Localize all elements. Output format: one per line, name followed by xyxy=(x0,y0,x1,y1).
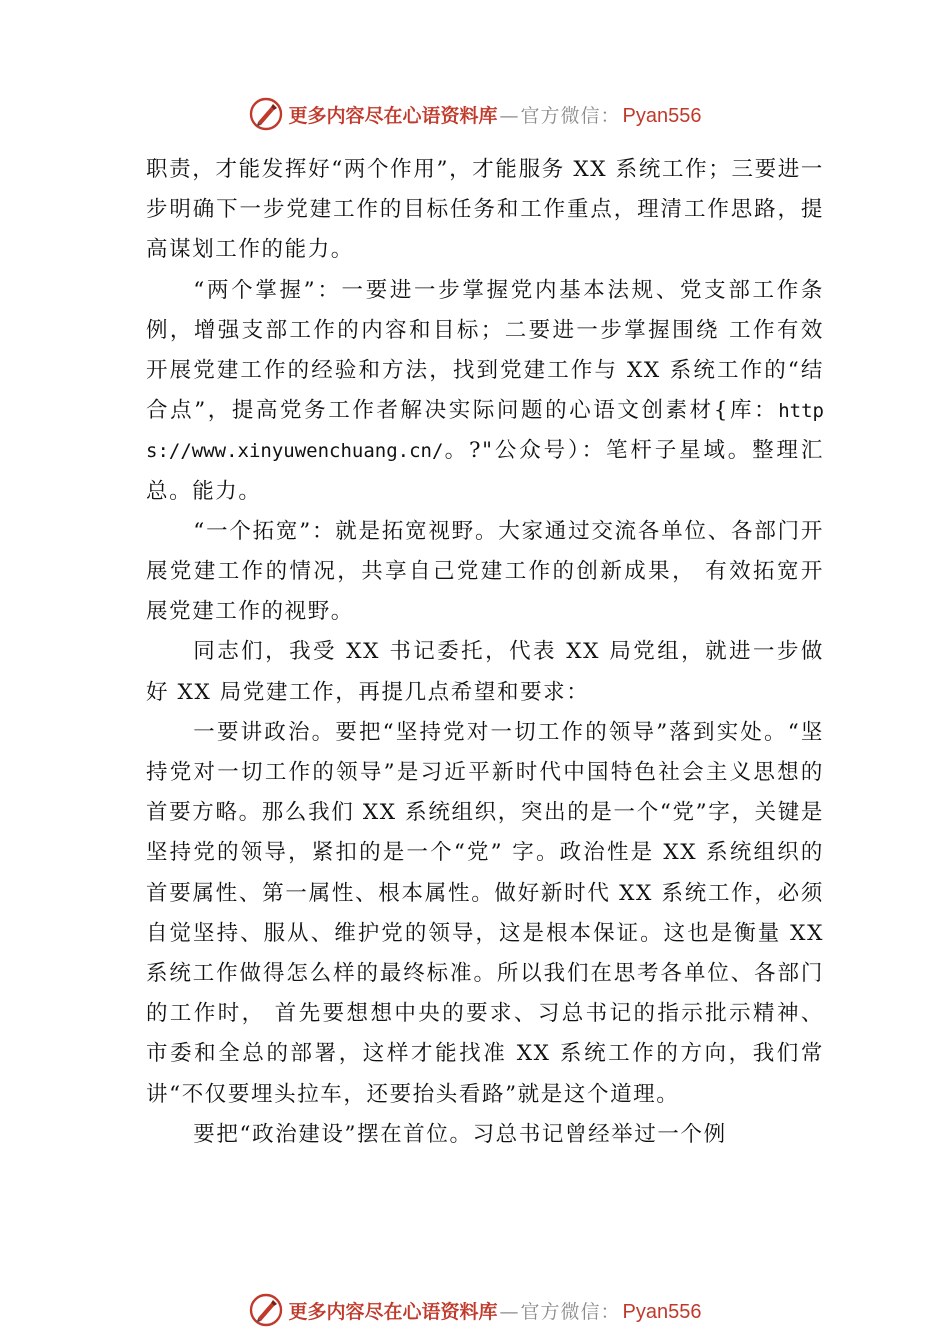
header-wechat-id: Pyan556 xyxy=(622,104,702,127)
paragraph-4: 同志们，我受 XX 书记委托，代表 XX 局党组，就进一步做好 XX 局党建工作，再提几点希望和要求： xyxy=(146,639,824,705)
footer-separator: — xyxy=(499,1300,519,1323)
pen-logo-icon xyxy=(249,97,283,131)
pen-logo-icon xyxy=(249,1293,283,1327)
paragraph-2-text-b: 。?"公众号）：笔杆子星域。整理汇总。能力。 xyxy=(146,438,824,504)
paragraph-1: 职责，才能发挥好“两个作用”，才能服务 XX 系统工作；三要进一步明确下一步党建工作的目标任务和工作重点，理清工作思路，提高谋划工作的能力。 xyxy=(146,157,824,263)
paragraph-2 xyxy=(146,271,824,512)
paragraph-3: “一个拓宽”：就是拓宽视野。大家通过交流各单位、各部门开展党建工作的情况，共享自己党建工作的创新成果， 有效拓宽开展党建工作的视野。 xyxy=(146,518,824,625)
header-official-label: 官方微信： xyxy=(520,104,621,127)
header-banner xyxy=(0,94,950,134)
paragraph-6: 要把“政治建设”摆在首位。习总书记曾经举过一个例 xyxy=(193,1121,727,1147)
footer-wechat-id: Pyan556 xyxy=(622,1300,702,1323)
footer-official-label: 官方微信： xyxy=(520,1300,621,1323)
paragraph-5: 一要讲政治。要把“坚持党对一切工作的领导”落到实处。“坚持党对一切工作的领导”是习近平新时代中国特色社会主义思想的首要方略。那么我们 XX 系统组织，突出的是一个“党”字，关键是坚持党的领导，紧扣的是一个“党” 字。政治性是 XX 系统组织的首要属性、第一属性、根本属性。做好新时代 XX 系统工作，必须自觉坚持、服从、维护党的领导，这是根本保证。这也是衡量 XX 系统工作做得怎么样的最终标准。所以我们在思考各单位、各部门的工作时， 首先要想想中央的要求、习总书记的指示批示精神、市委和全总的部署，这样才能找准 XX 系统工作的方向，我们常讲“不仅要埋头拉车，还要抬头看路”就是这个道理。 xyxy=(146,719,824,1107)
paragraph-2-text-a: “两个掌握”：一要进一步掌握党内基本法规、党支部工作条例，增强支部工作的内容和目标；二要进一步掌握围绕 工作有效开展党建工作的经验和方法，找到党建工作与 XX 系统工作的“结合点”，提高党务工作者解决实际问题的心语文创素材{库： xyxy=(146,277,824,424)
header-brand-text: 更多内容尽在心语资料库 xyxy=(288,104,498,127)
paragraph-2-url: https://www.xinyuwenchuang.cn/ xyxy=(146,400,824,463)
header-separator: — xyxy=(499,104,519,127)
footer-brand-text: 更多内容尽在心语资料库 xyxy=(288,1300,498,1323)
document-body xyxy=(146,150,824,1155)
header-banner-text xyxy=(289,101,702,128)
footer-banner-text xyxy=(289,1297,702,1324)
footer-banner xyxy=(0,1290,950,1330)
